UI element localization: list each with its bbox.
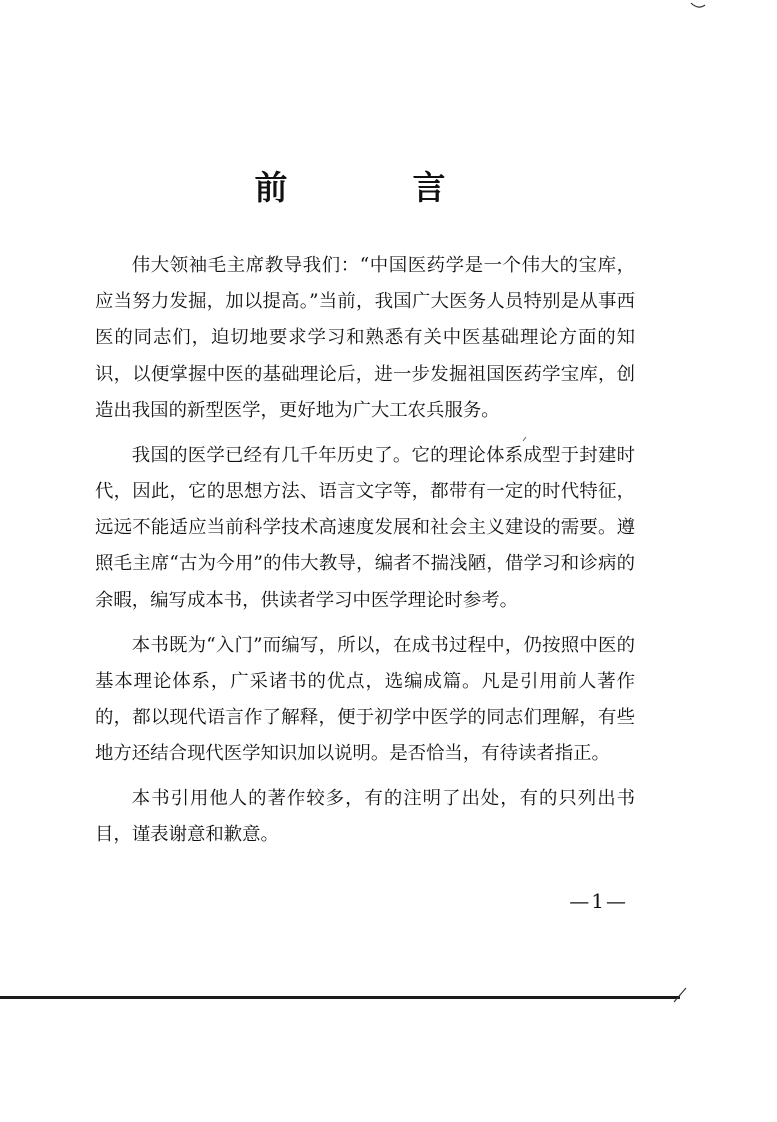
body-text (95, 248, 635, 854)
scan-edge-tick-icon (672, 984, 692, 1004)
page-number: —1— (569, 889, 628, 913)
paragraph-4: 本书引用他人的著作较多，有的注明了出处，有的只列出书目，谨表谢意和歉意。 (95, 788, 635, 846)
page-title: 前 言 (254, 168, 492, 207)
paragraph-2: 我国的医学已经有几千年历史了。它的理论体系成型于封建时代，因此，它的思想方法、语言文字等，都带有一定的时代特征，远远不能适应当前科学技术高速度发展和社会主义建设的需要。遵照毛主席“古为今用”的伟大教导，编者不揣浅陋，借学习和诊病的余暇，编写成本书，供读者学习中医学理论时参考。 (95, 444, 635, 611)
scan-edge-mark-icon (690, 2, 706, 10)
paragraph-3: 本书既为“入门”而编写，所以，在成书过程中，仍按照中医的基本理论体系，广采诸书的优点，选编成篇。凡是引用前人著作的，都以现代语言作了解释，便于初学中医学的同志们理解，有些地方还结合现代医学知识加以说明。是否恰当，有待读者指正。 (95, 634, 635, 765)
bottom-rule (0, 996, 680, 999)
paragraph-1: 伟大领袖毛主席教导我们：“中国医药学是一个伟大的宝库，应当努力发掘，加以提高。”当前，我国广大医务人员特别是从事西医的同志们，迫切地要求学习和熟悉有关中医基础理论方面的知识，以便掌握中医的基础理论后，进一步发掘祖国医药学宝库，创造出我国的新型医学，更好地为广大工农兵服务。 (95, 255, 635, 421)
scan-speck-icon (522, 436, 528, 442)
